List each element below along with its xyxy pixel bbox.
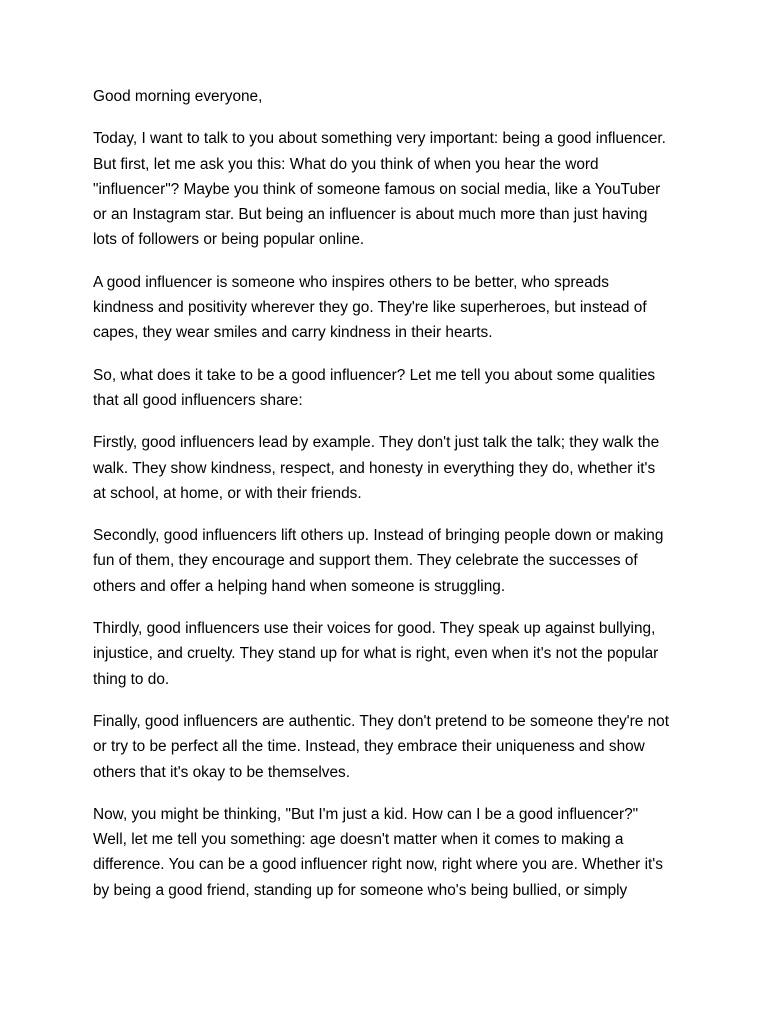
paragraph-introduction xyxy=(93,126,683,252)
text-line: So, what does it take to be a good influencer? Let me tell you about some qualities xyxy=(93,366,656,384)
text-line: A good influencer is someone who inspires others to be better, who spreads xyxy=(93,273,609,291)
text-line: that all good influencers share: xyxy=(93,391,303,409)
paragraph-thirdly xyxy=(93,616,683,692)
text-line: Now, you might be thinking, "But I'm just a kid. How can I be a good influencer?" xyxy=(93,805,639,823)
text-line: "influencer"? Maybe you think of someone famous on social media, like a YouTuber xyxy=(93,180,661,198)
text-line: or an Instagram star. But being an influencer is about much more than just having xyxy=(93,206,648,224)
text-line: at school, at home, or with their friends. xyxy=(93,484,362,502)
paragraph-qualities-intro xyxy=(93,363,683,414)
text-line: Well, let me tell you something: age doesn't matter when it comes to making a xyxy=(93,831,624,849)
paragraph-secondly xyxy=(93,523,683,599)
text-line: thing to do. xyxy=(93,670,170,688)
text-line: others that it's okay to be themselves. xyxy=(93,763,351,781)
text-line: Today, I want to talk to you about something very important: being a good influencer. xyxy=(93,130,666,148)
text-line: by being a good friend, standing up for someone who's being bullied, or simply xyxy=(93,881,628,899)
text-line: injustice, and cruelty. They stand up for what is right, even when it's not the popular xyxy=(93,645,659,663)
text-line: Finally, good influencers are authentic. They don't pretend to be someone they're not xyxy=(93,712,669,730)
text-line: But first, let me ask you this: What do you think of when you hear the word xyxy=(93,155,599,173)
text-line: others and offer a helping hand when someone is struggling. xyxy=(93,577,506,595)
text-line: kindness and positivity wherever they go. They're like superheroes, but instead of xyxy=(93,299,647,317)
text-line: Good morning everyone, xyxy=(93,88,263,105)
text-line: Secondly, good influencers lift others up. Instead of bringing people down or making xyxy=(93,527,664,545)
text-line: lots of followers or being popular online. xyxy=(93,231,365,249)
paragraph-greeting xyxy=(93,84,683,109)
text-line: or try to be perfect all the time. Instead, they embrace their uniqueness and show xyxy=(93,738,645,756)
text-line: Firstly, good influencers lead by example. They don't just talk the talk; they walk the xyxy=(93,434,660,452)
speech-text xyxy=(93,84,683,920)
text-line: difference. You can be a good influencer right now, right where you are. Whether it's xyxy=(93,856,663,874)
text-line: walk. They show kindness, respect, and honesty in everything they do, whether it's xyxy=(93,459,656,477)
text-line: capes, they wear smiles and carry kindness in their hearts. xyxy=(93,324,493,342)
paragraph-definition xyxy=(93,270,683,346)
paragraph-finally xyxy=(93,709,683,785)
text-line: Thirdly, good influencers use their voices for good. They speak up against bullying, xyxy=(93,620,656,638)
text-line: fun of them, they encourage and support them. They celebrate the successes of xyxy=(93,552,638,570)
paragraph-firstly xyxy=(93,430,683,506)
paragraph-conclusion xyxy=(93,802,683,903)
